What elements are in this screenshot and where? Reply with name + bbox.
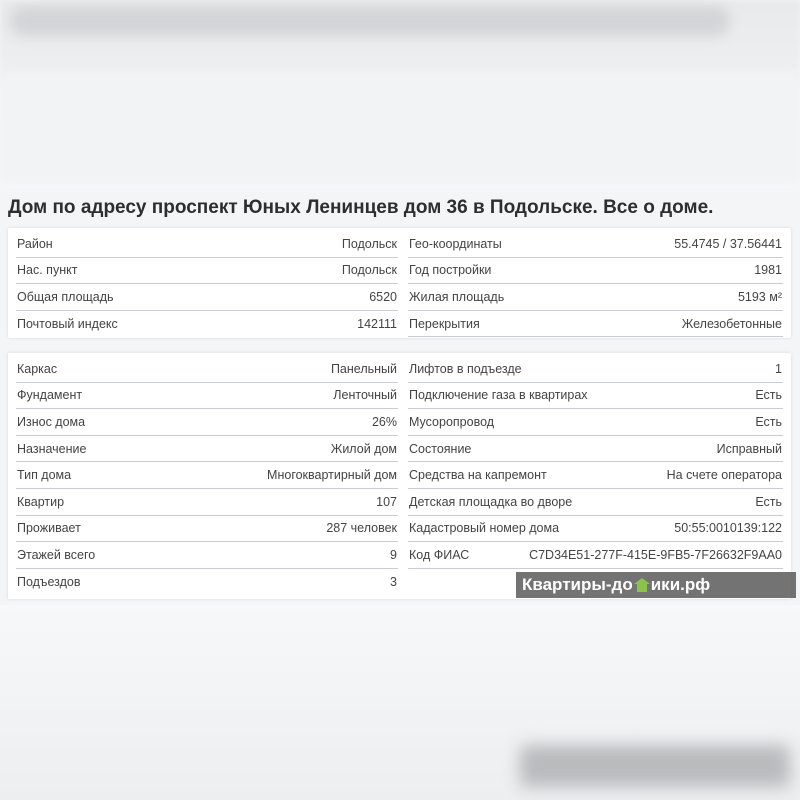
info-row <box>16 542 398 569</box>
page-title: Дом по адресу проспект Юных Ленинцев дом 36 в Подольске. Все о доме. <box>8 197 714 218</box>
info-key: Проживает <box>17 521 81 536</box>
info-row <box>16 284 398 311</box>
info-value: Железобетонные <box>681 316 782 331</box>
blurred-button <box>520 745 790 787</box>
info-key: Почтовый индекс <box>17 317 118 332</box>
site-watermark <box>516 572 796 598</box>
info-card-general <box>8 228 791 338</box>
info-value: 9 <box>390 547 397 562</box>
info-value: 3 <box>390 575 397 590</box>
info-key: Перекрытия <box>409 316 480 331</box>
info-key: Код ФИАС <box>409 547 470 562</box>
info-row <box>16 383 398 410</box>
watermark-text-start: Квартиры-до <box>522 575 633 594</box>
info-value: 50:55:0010139:122 <box>674 521 782 536</box>
info-value: На счете оператора <box>666 468 782 483</box>
info-value: 287 человек <box>326 521 397 536</box>
info-row <box>16 258 398 285</box>
info-value: 1981 <box>754 263 782 278</box>
info-row <box>408 489 783 516</box>
info-row <box>16 436 398 463</box>
info-value: Жилой дом <box>330 441 397 456</box>
info-row <box>16 489 398 516</box>
blurred-banner <box>0 70 800 180</box>
house-logo-icon <box>634 578 650 592</box>
info-row <box>408 311 783 338</box>
info-key: Каркас <box>17 361 58 376</box>
info-value: 107 <box>376 494 397 509</box>
info-row <box>16 462 398 489</box>
info-row <box>408 542 783 569</box>
info-value: Многоквартирный дом <box>267 468 397 483</box>
info-key: Район <box>17 236 53 251</box>
info-value: Подольск <box>341 263 397 278</box>
info-key: Год постройки <box>409 263 492 278</box>
info-key: Лифтов в подъезде <box>409 361 522 376</box>
info-card-details <box>8 353 791 599</box>
info-key: Мусоропровод <box>409 414 495 429</box>
info-key: Назначение <box>17 441 87 456</box>
info-value: 1 <box>775 361 782 376</box>
info-row <box>16 311 398 338</box>
info-key: Детская площадка во дворе <box>409 494 573 509</box>
info-value: Подольск <box>341 236 397 251</box>
info-row <box>16 569 398 596</box>
watermark-text-end: ики.рф <box>650 575 711 594</box>
info-key: Состояние <box>409 441 472 456</box>
info-row <box>408 436 783 463</box>
blurred-header <box>0 0 800 190</box>
info-value: Ленточный <box>333 388 397 403</box>
info-row <box>408 383 783 410</box>
info-column-right <box>408 231 783 337</box>
info-column-left <box>16 231 398 337</box>
info-value: Панельный <box>330 361 397 376</box>
info-value: C7D34E51-277F-415E-9FB5-7F26632F9AA0 <box>529 547 782 562</box>
info-key: Тип дома <box>17 468 72 483</box>
info-row <box>408 516 783 543</box>
info-value: Исправный <box>716 441 782 456</box>
info-key: Квартир <box>17 494 65 509</box>
info-column-left <box>16 356 398 595</box>
info-key: Гео-координаты <box>409 236 502 251</box>
blurred-footer <box>0 605 800 800</box>
info-row <box>408 258 783 285</box>
info-key: Жилая площадь <box>409 289 505 304</box>
info-row <box>408 284 783 311</box>
info-key: Фундамент <box>17 388 83 403</box>
info-value: Есть <box>755 414 782 429</box>
info-key: Подъездов <box>17 575 81 590</box>
info-row <box>408 409 783 436</box>
info-row <box>408 231 783 258</box>
info-value: 6520 <box>369 289 397 304</box>
info-value: Есть <box>755 388 782 403</box>
info-key: Подключение газа в квартирах <box>409 388 588 403</box>
info-key: Нас. пункт <box>17 263 78 278</box>
info-row <box>408 462 783 489</box>
info-value: 26% <box>371 414 397 429</box>
info-key: Общая площадь <box>17 289 114 304</box>
info-key: Средства на капремонт <box>409 468 547 483</box>
info-row <box>16 231 398 258</box>
info-key: Кадастровый номер дома <box>409 521 560 536</box>
info-row <box>16 516 398 543</box>
info-value: 142111 <box>357 317 397 332</box>
info-value: Есть <box>755 494 782 509</box>
info-row <box>16 409 398 436</box>
info-column-right <box>408 356 783 569</box>
info-row <box>408 356 783 383</box>
info-value: 55.4745 / 37.56441 <box>674 236 782 251</box>
info-key: Этажей всего <box>17 547 96 562</box>
info-row <box>16 356 398 383</box>
blurred-nav-bar <box>10 6 730 36</box>
info-key: Износ дома <box>17 414 86 429</box>
info-value: 5193 м² <box>737 289 782 304</box>
